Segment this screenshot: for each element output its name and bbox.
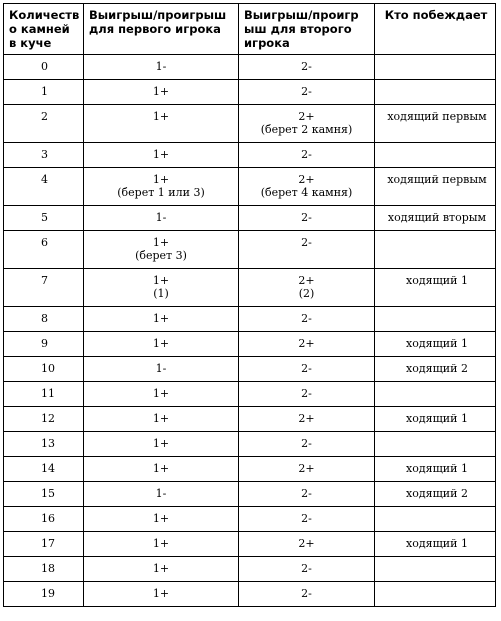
first-player-cell: [84, 307, 239, 332]
winner-cell: ходящий вторым: [375, 206, 496, 231]
header-stones: Количеств о камней в куче: [4, 4, 84, 55]
table-row: [4, 532, 496, 557]
result-value: 2+: [298, 110, 315, 123]
winner-cell: [375, 307, 496, 332]
first-player-cell: [84, 357, 239, 382]
stone-count-cell: 19: [4, 582, 84, 607]
table-body: [4, 55, 496, 607]
stone-count-cell: 3: [4, 143, 84, 168]
result-value: 1+: [152, 312, 170, 325]
table-row: [4, 357, 496, 382]
second-player-cell: [239, 357, 375, 382]
second-player-cell: [239, 269, 375, 307]
second-player-cell: [239, 432, 375, 457]
first-player-cell: [84, 332, 239, 357]
result-value: 2-: [301, 236, 312, 249]
result-value: 2-: [301, 85, 312, 98]
result-value: 2-: [301, 437, 312, 450]
result-value: 2+: [298, 337, 315, 350]
result-value: 1+: [152, 110, 170, 123]
result-value: 1+: [152, 412, 170, 425]
first-player-cell: [84, 582, 239, 607]
result-value: 1+: [152, 148, 170, 161]
winner-cell: ходящий 2: [375, 357, 496, 382]
second-player-cell: [239, 382, 375, 407]
winner-cell: [375, 80, 496, 105]
stone-count-cell: 16: [4, 507, 84, 532]
winner-cell: ходящий 1: [375, 269, 496, 307]
first-player-cell: [84, 432, 239, 457]
table-row: [4, 168, 496, 206]
table-row: [4, 105, 496, 143]
result-value: 1+: [152, 387, 170, 400]
first-player-cell: [84, 55, 239, 80]
winner-cell: [375, 432, 496, 457]
stone-count-cell: 17: [4, 532, 84, 557]
winner-cell: [375, 231, 496, 269]
second-player-cell: [239, 80, 375, 105]
result-value: 1+: [152, 462, 170, 475]
winner-cell: ходящий 1: [375, 457, 496, 482]
table-row: [4, 55, 496, 80]
result-value: 1+: [152, 437, 170, 450]
stone-count-cell: 9: [4, 332, 84, 357]
second-player-cell: [239, 582, 375, 607]
second-player-cell: [239, 206, 375, 231]
stone-count-cell: 10: [4, 357, 84, 382]
result-value: 1+: [152, 236, 170, 249]
second-player-cell: [239, 332, 375, 357]
winner-cell: [375, 143, 496, 168]
first-player-cell: [84, 382, 239, 407]
second-player-cell: [239, 507, 375, 532]
first-player-cell: [84, 206, 239, 231]
winner-cell: [375, 507, 496, 532]
first-player-cell: [84, 231, 239, 269]
stone-count-cell: 12: [4, 407, 84, 432]
header-second-player: Выигрыш/проигр ыш для второго игрока: [239, 4, 375, 55]
second-player-cell: [239, 105, 375, 143]
table-row: [4, 507, 496, 532]
second-player-cell: [239, 532, 375, 557]
stone-count-cell: 7: [4, 269, 84, 307]
second-player-cell: [239, 482, 375, 507]
stone-count-cell: 1: [4, 80, 84, 105]
winner-cell: [375, 582, 496, 607]
first-player-cell: [84, 105, 239, 143]
first-player-cell: [84, 80, 239, 105]
first-player-cell: [84, 557, 239, 582]
result-value: 2-: [301, 211, 312, 224]
first-player-cell: [84, 407, 239, 432]
stone-count-cell: 5: [4, 206, 84, 231]
first-player-cell: [84, 507, 239, 532]
result-value: 1-: [155, 211, 167, 224]
winner-cell: [375, 557, 496, 582]
result-value: 2-: [301, 60, 312, 73]
result-value: 1+: [152, 587, 170, 600]
first-player-cell: [84, 532, 239, 557]
header-row: [4, 4, 496, 55]
table-row: [4, 206, 496, 231]
second-player-cell: [239, 457, 375, 482]
result-value: 1+: [152, 337, 170, 350]
result-value: 2+: [298, 412, 315, 425]
first-player-cell: [84, 457, 239, 482]
first-player-cell: [84, 168, 239, 206]
winner-cell: ходящий 2: [375, 482, 496, 507]
winner-cell: ходящий 1: [375, 532, 496, 557]
result-value: 2+: [298, 537, 315, 550]
result-value: 2-: [301, 487, 312, 500]
result-value: 1+: [152, 562, 170, 575]
move-note: (берет 4 камня): [260, 186, 353, 199]
move-note: (1): [153, 287, 169, 300]
stone-count-cell: 15: [4, 482, 84, 507]
result-value: 2-: [301, 312, 312, 325]
second-player-cell: [239, 168, 375, 206]
move-note: (берет 3): [135, 249, 187, 262]
stone-count-cell: 6: [4, 231, 84, 269]
winner-cell: [375, 382, 496, 407]
table-row: [4, 482, 496, 507]
table-row: [4, 582, 496, 607]
result-value: 1-: [155, 60, 167, 73]
first-player-cell: [84, 143, 239, 168]
result-value: 2-: [301, 562, 312, 575]
winner-cell: [375, 55, 496, 80]
game-table: [3, 3, 496, 607]
table-row: [4, 231, 496, 269]
result-value: 2-: [301, 148, 312, 161]
result-value: 1+: [152, 173, 170, 186]
second-player-cell: [239, 557, 375, 582]
second-player-cell: [239, 143, 375, 168]
result-value: 1+: [152, 274, 170, 287]
stone-count-cell: 8: [4, 307, 84, 332]
move-note: (берет 1 или 3): [117, 186, 205, 199]
second-player-cell: [239, 231, 375, 269]
second-player-cell: [239, 307, 375, 332]
stone-count-cell: 2: [4, 105, 84, 143]
table-row: [4, 557, 496, 582]
table-row: [4, 382, 496, 407]
result-value: 1+: [152, 537, 170, 550]
result-value: 1+: [152, 85, 170, 98]
result-value: 2-: [301, 512, 312, 525]
winner-cell: ходящий 1: [375, 407, 496, 432]
table-row: [4, 332, 496, 357]
result-value: 2+: [298, 173, 315, 186]
table-row: [4, 307, 496, 332]
result-value: 2+: [298, 462, 315, 475]
first-player-cell: [84, 269, 239, 307]
winner-cell: ходящий 1: [375, 332, 496, 357]
winner-cell: ходящий первым: [375, 168, 496, 206]
stone-count-cell: 14: [4, 457, 84, 482]
stone-count-cell: 13: [4, 432, 84, 457]
header-winner: Кто побеждает: [375, 4, 496, 55]
table-row: [4, 457, 496, 482]
result-value: 1-: [155, 362, 167, 375]
table-row: [4, 143, 496, 168]
table-row: [4, 269, 496, 307]
header-first-player: Выигрыш/проигрыш для первого игрока: [84, 4, 239, 55]
table-row: [4, 407, 496, 432]
stone-count-cell: 18: [4, 557, 84, 582]
result-value: 2-: [301, 587, 312, 600]
second-player-cell: [239, 55, 375, 80]
result-value: 2-: [301, 387, 312, 400]
move-note: (берет 2 камня): [260, 123, 353, 136]
second-player-cell: [239, 407, 375, 432]
first-player-cell: [84, 482, 239, 507]
winner-cell: ходящий первым: [375, 105, 496, 143]
move-note: (2): [298, 287, 315, 300]
stone-count-cell: 11: [4, 382, 84, 407]
result-value: 1+: [152, 512, 170, 525]
result-value: 2+: [298, 274, 315, 287]
stone-count-cell: 4: [4, 168, 84, 206]
result-value: 1-: [155, 487, 167, 500]
result-value: 2-: [301, 362, 312, 375]
table-row: [4, 80, 496, 105]
table-row: [4, 432, 496, 457]
stone-count-cell: 0: [4, 55, 84, 80]
